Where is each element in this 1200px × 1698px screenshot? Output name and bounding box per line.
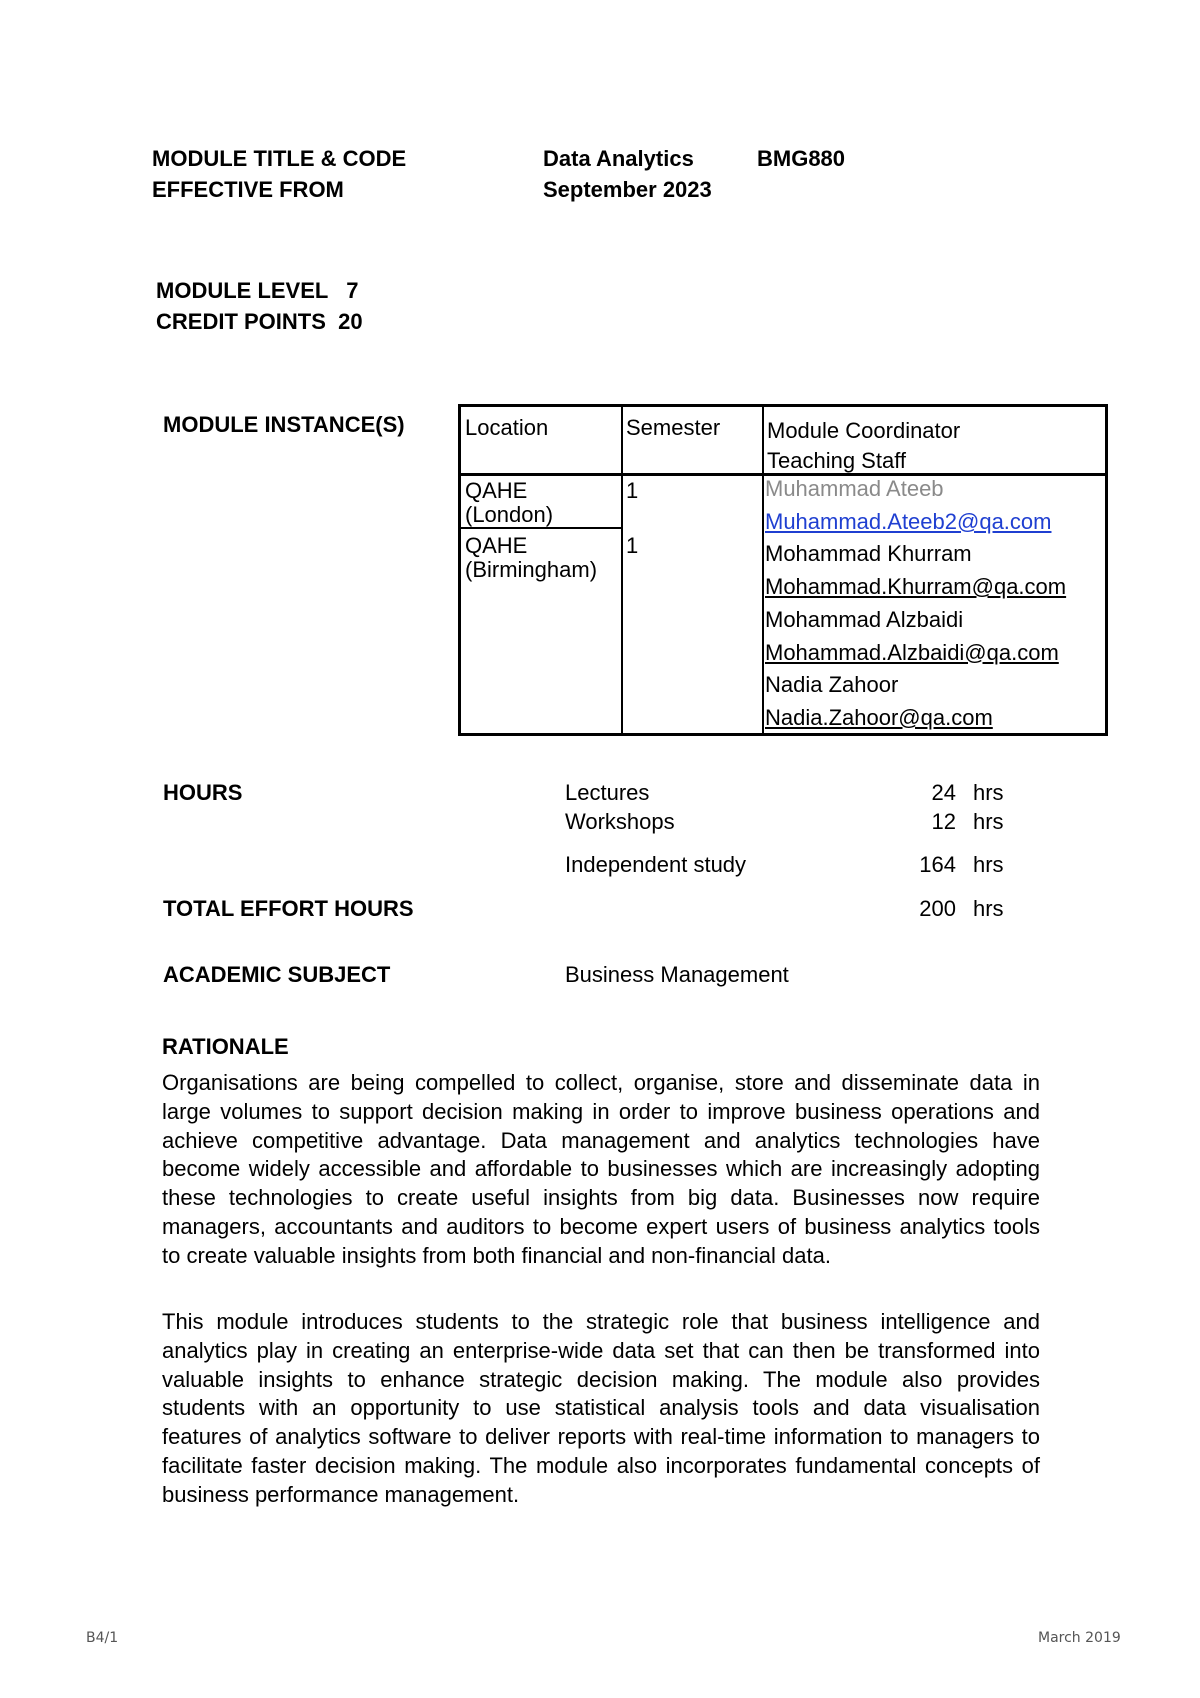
module-instances-table <box>458 404 1108 736</box>
location-cell: (Birmingham) <box>465 557 598 582</box>
hours-item-unit: hrs <box>973 852 1004 877</box>
staff-email-link[interactable]: Mohammad.Khurram@qa.com <box>765 574 1067 600</box>
hours-item-unit: hrs <box>973 780 1004 805</box>
effective-from-value: September 2023 <box>543 177 712 202</box>
table-divider <box>762 407 764 733</box>
academic-subject-value: Business Management <box>565 962 789 987</box>
module-title-label: MODULE TITLE & CODE <box>152 146 407 171</box>
semester-cell: 1 <box>626 478 639 503</box>
header-coordinator <box>767 416 960 476</box>
module-level: MODULE LEVEL 7 <box>156 278 359 303</box>
hours-label: HOURS <box>163 780 243 805</box>
hours-item-name: Lectures <box>565 780 650 805</box>
header-coordinator-label: Module Coordinator <box>767 418 961 443</box>
table-row-divider <box>461 527 622 529</box>
hours-item-name: Independent study <box>565 852 747 877</box>
rationale-paragraph-1: Organisations are being compelled to collect, organise, store and disseminate data in large volumes to support decision making in order to improve business operations and achieve competitive advantage. Data management and analytics technologies have become widely accessible and affordable to businesses which are increasingly adopting these technologies to create useful insights from big data. Businesses now require managers, accountants and auditors to become expert users of business analytics tools to create valuable insights from both financial and non-financial data. <box>162 1070 1040 1268</box>
header-teaching-staff-label: Teaching Staff <box>767 448 907 473</box>
rationale-title: RATIONALE <box>162 1034 289 1059</box>
location-cell: QAHE <box>465 533 528 558</box>
module-code: BMG880 <box>757 146 846 171</box>
total-effort-hours-unit: hrs <box>973 896 1004 921</box>
total-effort-hours-label: TOTAL EFFORT HOURS <box>163 896 414 921</box>
location-cell: (London) <box>465 502 554 527</box>
footer-left: B4/1 <box>86 1630 119 1646</box>
staff-name: Muhammad Ateeb <box>765 476 944 501</box>
hours-item-unit: hrs <box>973 809 1004 834</box>
academic-subject-label: ACADEMIC SUBJECT <box>163 962 391 987</box>
staff-name: Nadia Zahoor <box>765 672 899 698</box>
staff-name: Mohammad Khurram <box>765 541 972 567</box>
credit-points: CREDIT POINTS 20 <box>156 309 363 334</box>
semester-cell: 1 <box>626 533 639 558</box>
teaching-staff-list <box>765 473 1066 735</box>
table-row <box>465 534 597 582</box>
rationale-paragraph-2: This module introduces students to the strategic role that business intelligence and analytics play in creating an enterprise-wide data set that can then be transformed into valuable insights to enhance strategic decision making. The module also provides students with an opportunity to use statistical analysis tools and data visualisation features of analytics software to deliver reports with real-time information to managers to facilitate faster decision making. The module also incorporates fundamental concepts of business performance management. <box>162 1309 1040 1507</box>
hours-item-value: 12 <box>931 809 956 834</box>
location-cell: QAHE <box>465 478 528 503</box>
staff-email-link[interactable]: Mohammad.Alzbaidi@qa.com <box>765 639 1059 665</box>
effective-from-label: EFFECTIVE FROM <box>152 177 344 202</box>
staff-email-link[interactable]: Muhammad.Ateeb2@qa.com <box>765 508 1052 534</box>
staff-email-link[interactable]: Nadia.Zahoor@qa.com <box>765 704 993 730</box>
module-instances-label: MODULE INSTANCE(S) <box>163 412 405 437</box>
hours-item-name: Workshops <box>565 809 675 834</box>
module-title: Data Analytics <box>543 146 694 171</box>
footer-right: March 2019 <box>1038 1630 1121 1646</box>
table-divider <box>621 407 623 733</box>
hours-item-value: 164 <box>919 852 956 877</box>
hours-item-value: 24 <box>931 780 956 805</box>
table-row <box>465 479 553 527</box>
staff-name: Mohammad Alzbaidi <box>765 606 964 632</box>
header-semester: Semester <box>626 415 721 440</box>
total-effort-hours-value: 200 <box>919 896 956 921</box>
header-location: Location <box>465 415 549 440</box>
